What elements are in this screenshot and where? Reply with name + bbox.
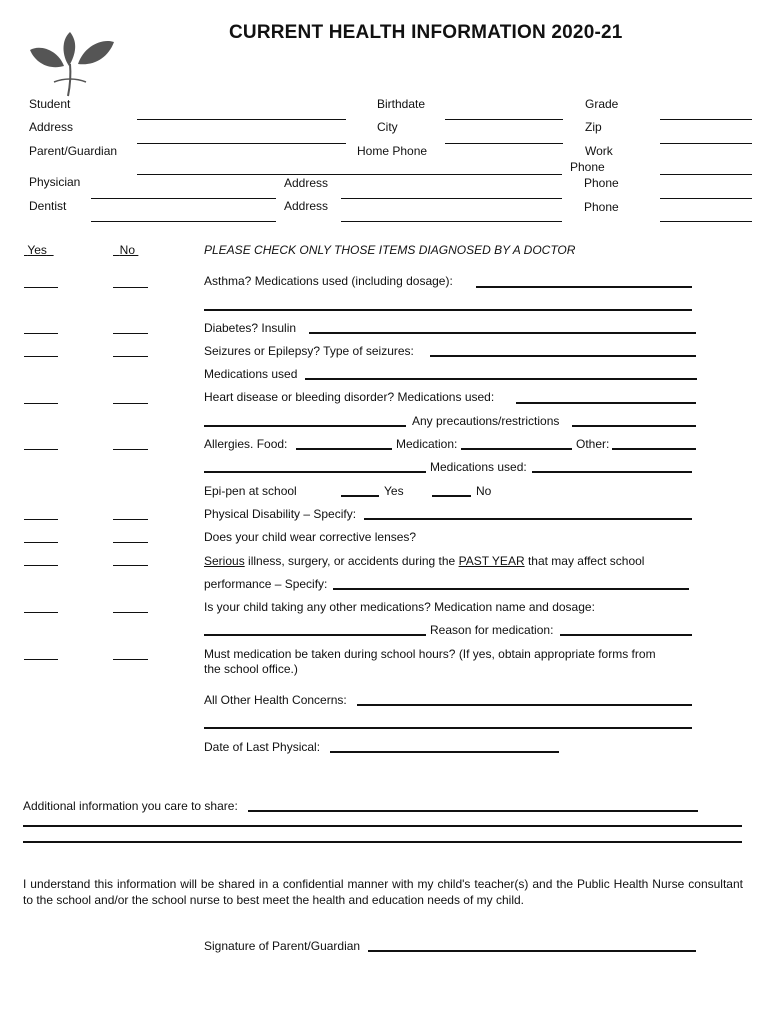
other-meds-yes-blank[interactable] — [24, 612, 58, 613]
asthma-meds-field[interactable] — [476, 286, 692, 288]
seizures-no-blank[interactable] — [113, 356, 148, 357]
no-column-header: No — [119, 243, 136, 257]
allergy-food-field[interactable] — [296, 448, 392, 450]
allergy-meds-used-label: Medications used: — [430, 460, 527, 474]
dentist-address-field[interactable] — [341, 221, 562, 222]
address-field[interactable] — [137, 143, 346, 144]
work-phone-label-2: Phone — [570, 160, 605, 174]
allergies-food-label: Allergies. Food: — [204, 437, 288, 451]
asthma-meds-field-2[interactable] — [204, 309, 692, 311]
last-physical-field[interactable] — [330, 751, 559, 753]
seizures-yes-blank[interactable] — [24, 356, 58, 357]
dentist-phone-label: Phone — [584, 200, 619, 214]
yes-column-header: Yes — [27, 243, 47, 257]
physician-address-label: Address — [284, 176, 329, 190]
home-phone-label: Home Phone — [357, 144, 428, 158]
city-field[interactable] — [445, 143, 563, 144]
allergy-meds-used-field[interactable] — [532, 471, 692, 473]
lenses-yes-blank[interactable] — [24, 542, 58, 543]
lenses-label: Does your child wear corrective lenses? — [204, 530, 417, 544]
physician-label: Physician — [29, 175, 81, 189]
heart-no-blank[interactable] — [113, 403, 148, 404]
birthdate-label: Birthdate — [377, 97, 426, 111]
work-phone-field[interactable] — [660, 174, 752, 175]
signature-field[interactable] — [368, 950, 696, 952]
zip-field[interactable] — [660, 143, 752, 144]
disability-field[interactable] — [364, 518, 692, 520]
grade-label: Grade — [585, 97, 619, 111]
allergy-medication-label: Medication: — [396, 437, 458, 451]
disability-label: Physical Disability – Specify: — [204, 507, 357, 521]
birthdate-field[interactable] — [445, 119, 563, 120]
student-label: Student — [29, 97, 71, 111]
physician-phone-label: Phone — [584, 176, 619, 190]
serious-illness-label: Serious illness, surgery, or accidents during the PAST YEAR that may affect school — [204, 554, 645, 568]
dentist-label: Dentist — [29, 199, 67, 213]
reason-field[interactable] — [560, 634, 692, 636]
last-physical-label: Date of Last Physical: — [204, 740, 321, 754]
precautions-label: Any precautions/restrictions — [412, 414, 560, 428]
epipen-no-label: No — [476, 484, 492, 498]
epipen-yes-blank[interactable] — [341, 495, 379, 497]
epipen-yes-label: Yes — [384, 484, 404, 498]
heart-yes-blank[interactable] — [24, 403, 58, 404]
other-meds-field[interactable] — [204, 634, 426, 636]
allergy-other-label: Other: — [576, 437, 610, 451]
additional-info-field-2[interactable] — [23, 825, 742, 827]
heart-label: Heart disease or bleeding disorder? Medications used: — [204, 390, 495, 404]
reason-label: Reason for medication: — [430, 623, 554, 637]
heart-extra-field[interactable] — [204, 425, 406, 427]
seizures-label: Seizures or Epilepsy? Type of seizures: — [204, 344, 414, 358]
school-meds-label-1: Must medication be taken during school hours? (If yes, obtain appropriate forms from — [204, 647, 656, 661]
disability-no-blank[interactable] — [113, 519, 148, 520]
leaf-sprout-logo-icon — [26, 20, 118, 103]
signature-label: Signature of Parent/Guardian — [204, 939, 361, 953]
asthma-label: Asthma? Medications used (including dosage): — [204, 274, 453, 288]
dentist-address-label: Address — [284, 199, 329, 213]
seizure-meds-label: Medications used — [204, 367, 298, 381]
allergy-extra-field[interactable] — [204, 471, 426, 473]
zip-label: Zip — [585, 120, 602, 134]
other-concerns-field[interactable] — [357, 704, 692, 706]
epipen-no-blank[interactable] — [432, 495, 471, 497]
grade-field[interactable] — [660, 119, 752, 120]
diabetes-yes-blank[interactable] — [24, 333, 58, 334]
other-meds-no-blank[interactable] — [113, 612, 148, 613]
form-title: CURRENT HEALTH INFORMATION 2020-21 — [229, 22, 623, 43]
lenses-no-blank[interactable] — [113, 542, 148, 543]
checklist-instruction: PLEASE CHECK ONLY THOSE ITEMS DIAGNOSED BY A DOCTOR — [204, 243, 576, 257]
parent-label: Parent/Guardian — [29, 144, 118, 158]
address-label: Address — [29, 120, 74, 134]
serious-no-blank[interactable] — [113, 565, 148, 566]
heart-meds-field[interactable] — [516, 402, 696, 404]
other-concerns-label: All Other Health Concerns: — [204, 693, 347, 707]
performance-field[interactable] — [333, 588, 689, 590]
diabetes-no-blank[interactable] — [113, 333, 148, 334]
asthma-no-blank[interactable] — [113, 287, 148, 288]
city-label: City — [377, 120, 398, 134]
physician-address-field[interactable] — [341, 198, 562, 199]
precautions-field[interactable] — [572, 425, 696, 427]
insulin-field[interactable] — [309, 332, 696, 334]
school-meds-label-2: the school office.) — [204, 662, 298, 676]
consent-statement: I understand this information will be shared in a confidential manner with my child's teacher(s) and the Public Health Nurse consultant to the school and/or the school nurse to best meet the health and education needs of my child. — [23, 877, 743, 907]
disability-yes-blank[interactable] — [24, 519, 58, 520]
serious-yes-blank[interactable] — [24, 565, 58, 566]
additional-info-label: Additional information you care to share: — [23, 799, 238, 813]
performance-label: performance – Specify: — [204, 577, 328, 591]
seizure-type-field[interactable] — [430, 355, 696, 357]
additional-info-field-3[interactable] — [23, 841, 742, 843]
epipen-label: Epi-pen at school — [204, 484, 297, 498]
parent-field[interactable] — [137, 174, 562, 175]
physician-phone-field[interactable] — [660, 198, 752, 199]
school-meds-yes-blank[interactable] — [24, 659, 58, 660]
allergy-medication-field[interactable] — [461, 448, 572, 450]
dentist-phone-field[interactable] — [660, 221, 752, 222]
asthma-yes-blank[interactable] — [24, 287, 58, 288]
student-field[interactable] — [137, 119, 346, 120]
school-meds-no-blank[interactable] — [113, 659, 148, 660]
additional-info-field[interactable] — [248, 810, 698, 812]
other-meds-label: Is your child taking any other medications? Medication name and dosage: — [204, 600, 595, 614]
other-concerns-field-2[interactable] — [204, 727, 692, 729]
seizure-meds-field[interactable] — [305, 378, 697, 380]
work-phone-label-1: Work — [585, 144, 613, 158]
diabetes-label: Diabetes? Insulin — [204, 321, 297, 335]
physician-field[interactable] — [91, 198, 276, 199]
dentist-field[interactable] — [91, 221, 276, 222]
allergies-no-blank[interactable] — [113, 449, 148, 450]
allergy-other-field[interactable] — [612, 448, 696, 450]
allergies-yes-blank[interactable] — [24, 449, 58, 450]
